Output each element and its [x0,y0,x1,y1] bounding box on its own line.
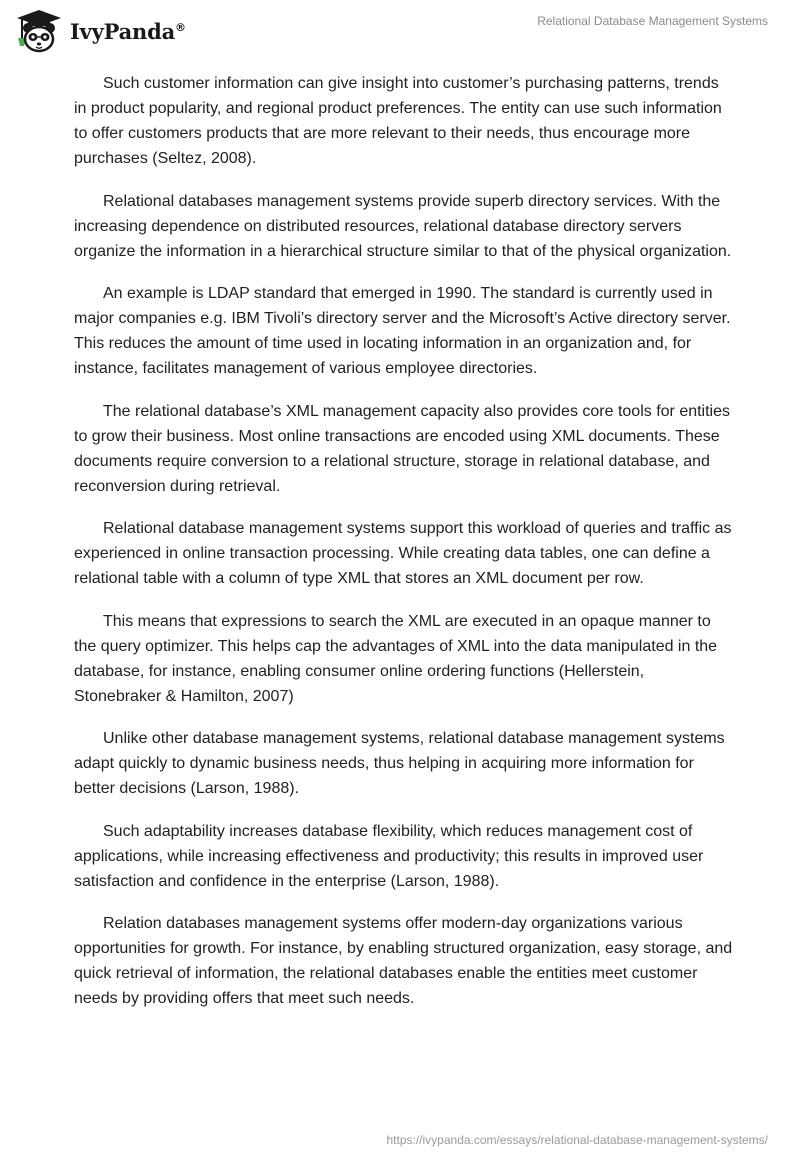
paragraph: This means that expressions to search the XML are executed in an opaque manner to the query optimizer. This helps cap the advantages of XML into the data manipulated in the database, for instance, enabling consumer online ordering functions (Hellerstein, Stonebraker & Hamilton, 2007) [74,612,718,705]
essay-body [74,71,734,1029]
document-title: Relational Database Management Systems [537,14,768,28]
paragraph: Such customer information can give insight into customer’s purchasing patterns, trends in product popularity, and regional product preferences. The entity can use such information to offer customers products that are more relevant to their needs, thus encourage more purchases (Seltez, 2008). [74,75,722,167]
paragraph: The relational database’s XML management capacity also provides core tools for entities to grow their business. Most online transactions are encoded using XML documents. These documents require conversion to a relational structure, storage in relational database, and reconversion during retrieval. [74,402,731,495]
source-url[interactable]: https://ivypanda.com/essays/relational-database-management-systems/ [386,1133,768,1147]
logo-wordmark [70,19,186,44]
registered-mark: ® [175,20,186,34]
page-header [0,0,800,60]
paragraph: Such adaptability increases database flexibility, which reduces management cost of applications, while increasing effectiveness and productivity; this results in improved user satisfaction and confidence in the enterprise (Larson, 1988). [74,822,704,890]
ivypanda-logo[interactable] [14,8,186,54]
paragraph: An example is LDAP standard that emerged in 1990. The standard is currently used in major companies e.g. IBM Tivoli’s directory server and the Microsoft’s Active directory server. This reduces the amount of time used in locating information in an organization and, for instance, facilitates management of various employee directories. [74,285,731,377]
logo-name: IvyPanda [70,18,176,44]
paragraph: Relational database management systems support this workload of queries and traffic as experienced in online transaction processing. While creating data tables, one can define a relational table with a column of type XML that stores an XML document per row. [74,520,732,587]
paragraph: Relational databases management systems provide superb directory services. With the increasing dependence on distributed resources, relational database directory servers organize the information in a hierarchical structure similar to that of the physical organization. [74,192,732,260]
paragraph: Unlike other database management systems, relational database management systems adapt quickly to dynamic business needs, thus helping in acquiring more information for better decisions (Larson, 1988). [74,730,725,797]
paragraph: Relation databases management systems offer modern-day organizations various opportunities for growth. For instance, by enabling structured organization, easy storage, and quick retrieval of information, the relational databases enable the entities meet customer needs by providing offers that meet such needs. [74,915,733,1007]
panda-graduate-icon [14,8,64,54]
